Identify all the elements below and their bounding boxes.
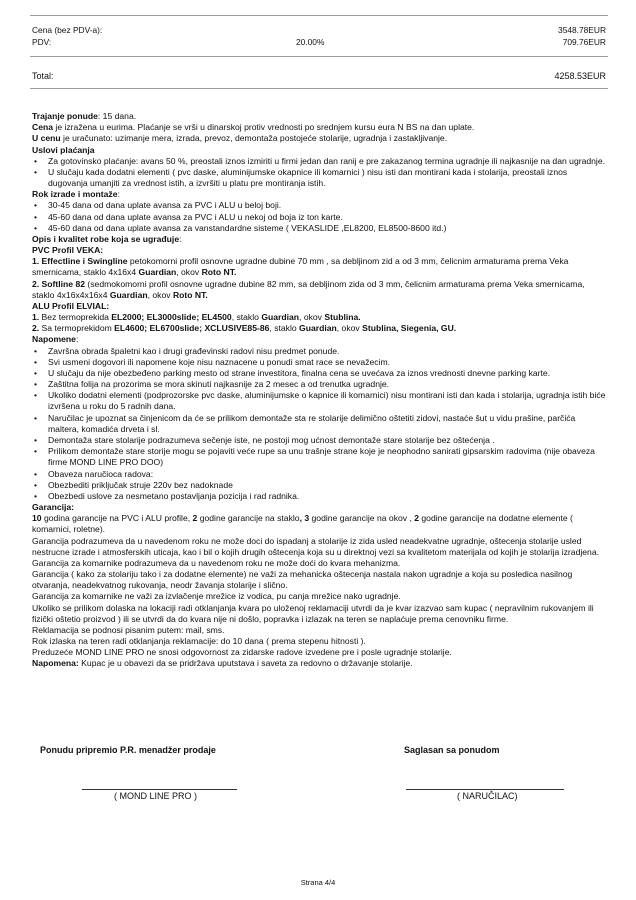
page-number: Strana 4/4 — [300, 878, 336, 887]
warranty-text: godine garancije na staklo — [197, 513, 300, 524]
notes-list — [32, 346, 606, 502]
warranty-text: godina garancije na PVC i ALU profile, — [41, 513, 193, 524]
offer-duration — [32, 111, 606, 122]
net-price-label: Cena (bez PDV-a): — [32, 25, 103, 35]
warranty-line: Ukoliko se prilikom dolaska na lokaciji radi otklanjanja kvara po uloženoj reklamaciji utvrdi da je kvar izazvao sam kupac ( nepravilnim rukovanjem ili fizički oštetio proizvod ) ili se utvrdi da do kvara nije ni došlo, popravka i izlazak na teren se naplaćuje prema cenovniku firme. — [32, 602, 594, 624]
notes-heading: Napomene: — [32, 334, 79, 345]
warranty-line: Reklamacija se podnosi pisanim putem: mail, sms. — [32, 624, 225, 635]
net-price-value: 3548.78EUR — [558, 25, 606, 35]
duration-label: Trajanje ponude — [32, 111, 98, 121]
price-text: je izražena u eurima. Plaćanje se vrši u dinarskoj protiv vrednosti po srednjem kursu eura N BS na dan uplate. — [53, 122, 475, 133]
list-item: • Obezbedi uslove za nesmetano postavljanja pozicija i rad radnika. — [32, 491, 606, 502]
vat-label: PDV: — [32, 37, 52, 47]
price-label: Cena — [32, 122, 54, 133]
list-item: • Svi usmeni dogovori ili napomene koje nisu naznacene u ponudi smat race se nevažecim. — [32, 357, 606, 368]
alu-profile-2: 2. Sa termoprekidom EL4600; EL6700slide; XCLUSIVE85-86, staklo Guardian, okov Stublina, Siegenia, GU. — [32, 323, 457, 334]
includes-note — [32, 133, 606, 144]
total-value: 4258.53EUR — [554, 71, 606, 81]
list-item: • Naručilac je upoznat sa činjenicom da će se prilikom demontaže sta re stolarije delimično oštetiti zidovi, nastaće šut u vidu prašine, parčića maltera, komadića drveta i sl. — [32, 413, 606, 435]
vat-rate: 20.00% — [296, 37, 325, 47]
net-price-row — [32, 25, 606, 36]
warranty-text: godine garancije na dodatne elemente ( komarnici, roletne). — [32, 513, 573, 535]
includes-text: je uračunato: uzimanje mera, izrada, prevoz, demontaža postojeće stolarije, ugradnja i zastakljivanje. — [60, 133, 448, 144]
warranty-years: , 3 — [299, 513, 310, 524]
seller-party: ( MOND LINE PRO ) — [114, 791, 198, 801]
warranty-line: Garancija za komarnike podrazumeva da u navedenom roku ne može doći do kvara mehanizma. — [32, 557, 401, 568]
list-item: • U slučaju da nije obezbeđeno parking mesto od strane investitora, finalna cena se uvećava za iznos vrednosti dnevne parking karte. — [32, 368, 606, 379]
list-item: • Obaveza naručioca radova: — [32, 469, 606, 480]
vat-value: 709.76EUR — [562, 37, 606, 47]
agreed-title: Saglasan sa ponudom — [404, 745, 500, 755]
total-row — [32, 71, 606, 82]
total-label: Total: — [32, 71, 54, 81]
list-item: • 30-45 dana od dana uplate avansa za PVC i ALU u beloj boji. — [32, 200, 606, 211]
list-item: • Demontaža stare stolarije podrazumeva sečenje iste, ne postoji mog ućnost demontaže stare stolarije bez oštećenja . — [32, 435, 606, 446]
top-rule — [30, 15, 608, 16]
signature-line-client — [406, 789, 564, 790]
warranty-line: Preduzeće MOND LINE PRO ne snosi odgovornost za zidarske radove izvedene pre i posle ugradnje stolarije. — [32, 647, 452, 658]
warranty-years: 2 — [414, 513, 420, 524]
warranty-line: Garancija za komarnike ne važi za izvlačenje mrežice iz vodica, pu canja mrežice nako ugradnje. — [32, 591, 401, 602]
pvc-heading: PVC Profil VEKA: — [32, 245, 104, 256]
signature-line-seller — [82, 789, 237, 790]
offer-terms — [32, 111, 606, 670]
warranty-intro — [32, 513, 606, 535]
list-item: • Zaštitna folija na prozorima se mora skinuti najkasnije za 2 mesec a od trenutka ugradnje. — [32, 379, 606, 390]
deadline-heading: Rok izrade i montaže: — [32, 189, 120, 200]
deadline-list — [32, 200, 606, 234]
warranty-heading: Garancija: — [32, 502, 75, 513]
description-heading: Opis i kvalitet robe koja se ugrađuje: — [32, 233, 182, 244]
pvc-profile-1: 1. Effectline i Swingline petokomorni profil osnovne ugradne dubine 70 mm , sa debljinom zid a od 3 mm, čelicnim armaturama prema Veka smernicama, staklo 4x16x4 Guardian, okov Roto NT. — [32, 256, 569, 278]
warranty-line: Garancija podrazumeva da u navedenom roku ne može doci do ispadanj a stolarije iz zida usled neadekvatne ugradnje, oštecenja stolarije usled nestrucne izrade i atmosferskih uticaja, kao i bil o kojih drugih oštecenja koja su u direktnoj vezi sa kvalitetom materijala od kojih je stolarija izradjena. — [32, 535, 599, 557]
warranty-years: 10 — [32, 513, 42, 524]
totals-rule — [30, 56, 608, 57]
list-item: • Završna obrada špaletni kao i drugi građevinski radovi nisu predmet ponude. — [32, 346, 606, 357]
list-item: • 45-60 dana od dana uplate avansa za PVC i ALU u nekoj od boja iz ton karte. — [32, 212, 606, 223]
payment-list — [32, 156, 606, 190]
list-item: • U slučaju kada dodatni elementi ( pvc daske, aluminijumske okapnice ili komarnici ) nisu isti dan montirani kada i stolarija, preostali iznos dugovanja umanjiti za vrednost istih, a izvršiti u platu pre montiranja istih. — [32, 167, 606, 189]
duration-text: : 15 dana. — [97, 111, 137, 121]
pvc-profile-2: 2. Softline 82 (sedmokomorni profil osnovne ugradne dubine 82 mm, sa debljinom zida od 3 mm, čelicnim armaturama prema Veka smernicama, staklo 4x16x4x16x4 Guardian, okov Roto NT. — [32, 278, 585, 300]
total-rule — [30, 88, 608, 89]
list-item: • Prilikom demontaže stare storije mogu se pojaviti veće rupe sa unu trašnje strane koje je neophodno sanirati gipsarskim radovima (nije obaveza firme MOND LINE PRO DOO) — [32, 446, 606, 468]
warranty-line: Rok izlaska na teren radi otklanjanja reklamacije: do 10 dana ( prema stepenu hitnosti ). — [32, 636, 366, 647]
final-note: Napomena: Kupac je u obavezi da se pridržava uputstava i saveta za redovno o državanje stolarije. — [32, 658, 413, 669]
warranty-years: 2 — [192, 513, 198, 524]
list-item: • 45-60 dana od dana uplate avansa za vanstandardne sisteme ( VEKASLIDE ,EL8200, EL8500-8600 itd.) — [32, 223, 606, 234]
list-item: • Ukoliko dodatni elementi (podprozorske pvc daske, aluminijumske o kapnice ili komarnici) nisu montirani isti dan kada i stolarija, ugradnja istih biće izvršena u roku do 5 radnih dana. — [32, 390, 606, 412]
vat-row — [32, 37, 606, 48]
price-note — [32, 122, 606, 133]
payment-heading: Uslovi plaćanja — [32, 144, 95, 155]
warranty-line: Garancija ( kako za stolariju tako i za dodatne elemente) ne važi za mehanicka oštecenja nastala nakon ugradnje a koja su posledica nasilnog otvaranja, neadekvatnog rukovanja, neodr žavanja stolarije i slično. — [32, 569, 573, 591]
includes-label: U cenu — [32, 133, 61, 144]
alu-heading: ALU Profil ELVIAL: — [32, 300, 110, 311]
warranty-text: godine garancije na okov , — [309, 513, 415, 524]
list-item: • Obezbediti priključak struje 220v bez nadoknade — [32, 480, 606, 491]
alu-profile-1: 1. Bez termoprekida EL2000; EL3000slide; EL4500, staklo Guardian, okov Stublina. — [32, 312, 361, 323]
prepared-by-title: Ponudu pripremio P.R. menadžer prodaje — [40, 745, 216, 755]
list-item: • Za gotovinsko plaćanje: avans 50 %, preostali iznos izmiriti u firmi jedan dan ranij e pre zakazanog termina ugradnje ili najkasnije na dan ugradnje. — [32, 156, 606, 167]
client-party: ( NARUČILAC) — [457, 791, 518, 801]
